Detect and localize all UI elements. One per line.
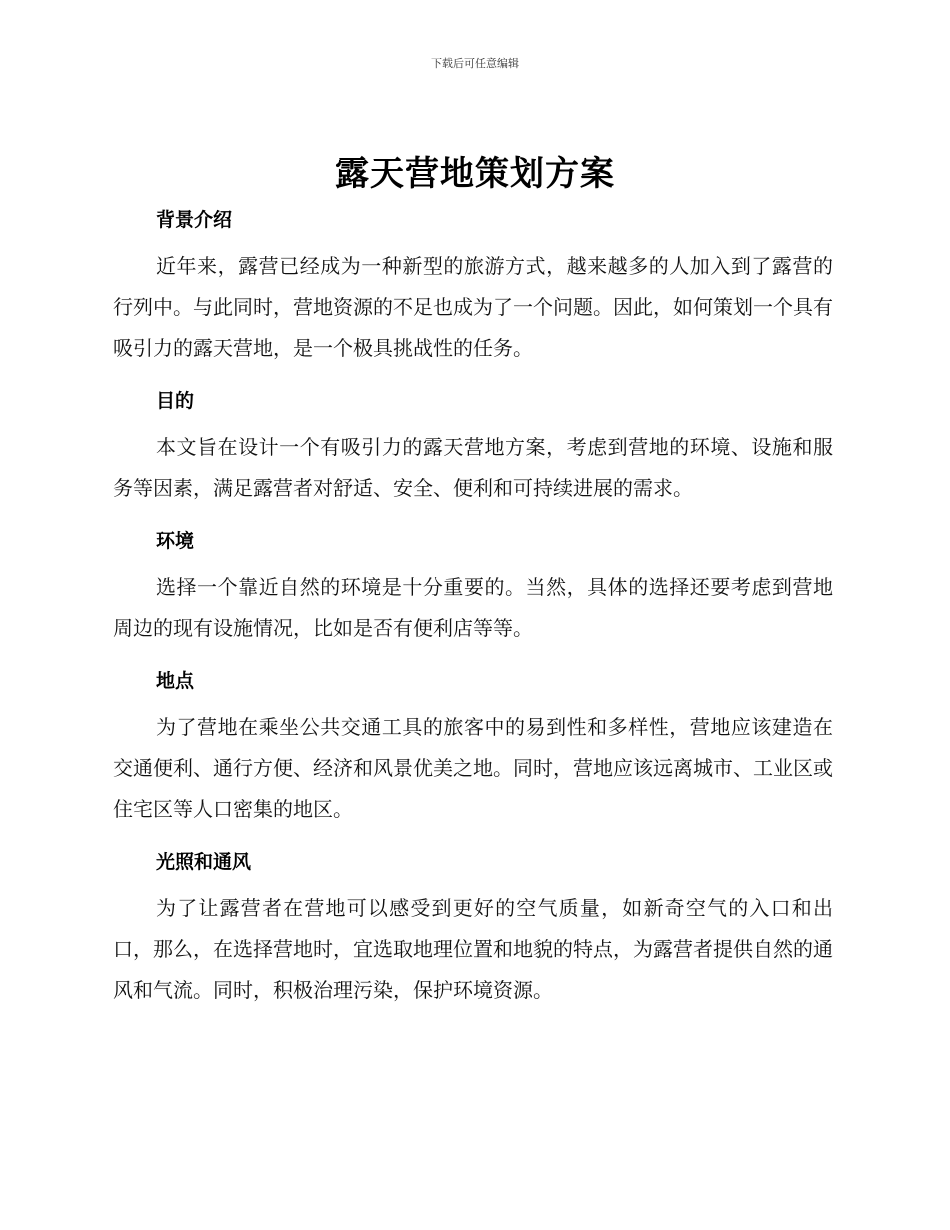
section-background — [113, 200, 833, 369]
section-lighting-ventilation — [113, 842, 833, 1011]
page-header-note: 下载后可任意编辑 — [431, 57, 519, 70]
section-heading: 地点 — [156, 670, 195, 692]
section-location — [113, 661, 833, 830]
section-environment — [113, 521, 833, 649]
document-title: 露天营地策划方案 — [335, 154, 615, 194]
section-heading: 环境 — [156, 530, 195, 552]
section-heading: 光照和通风 — [156, 851, 252, 873]
section-heading: 背景介绍 — [156, 209, 233, 231]
section-paragraph: 为了让露营者在营地可以感受到更好的空气质量，如新奇空气的入口和出口，那么，在选择营地时，宜选取地理位置和地貌的特点，为露营者提供自然的通风和气流。同时，积极治理污染，保护环境资源。 — [113, 896, 833, 1002]
section-paragraph: 为了营地在乘坐公共交通工具的旅客中的易到性和多样性，营地应该建造在交通便利、通行方便、经济和风景优美之地。同时，营地应该远离城市、工业区或住宅区等人口密集的地区。 — [113, 715, 833, 821]
section-paragraph: 近年来，露营已经成为一种新型的旅游方式，越来越多的人加入到了露营的行列中。与此同时，营地资源的不足也成为了一个问题。因此，如何策划一个具有吸引力的露天营地，是一个极具挑战性的任务。 — [113, 254, 833, 360]
section-purpose — [113, 381, 833, 509]
section-heading: 目的 — [156, 390, 195, 412]
section-paragraph: 选择一个靠近自然的环境是十分重要的。当然，具体的选择还要考虑到营地周边的现有设施情况，比如是否有便利店等等。 — [113, 575, 833, 640]
document-body — [113, 200, 833, 1023]
section-paragraph: 本文旨在设计一个有吸引力的露天营地方案，考虑到营地的环境、设施和服务等因素，满足露营者对舒适、安全、便利和可持续进展的需求。 — [113, 435, 833, 500]
